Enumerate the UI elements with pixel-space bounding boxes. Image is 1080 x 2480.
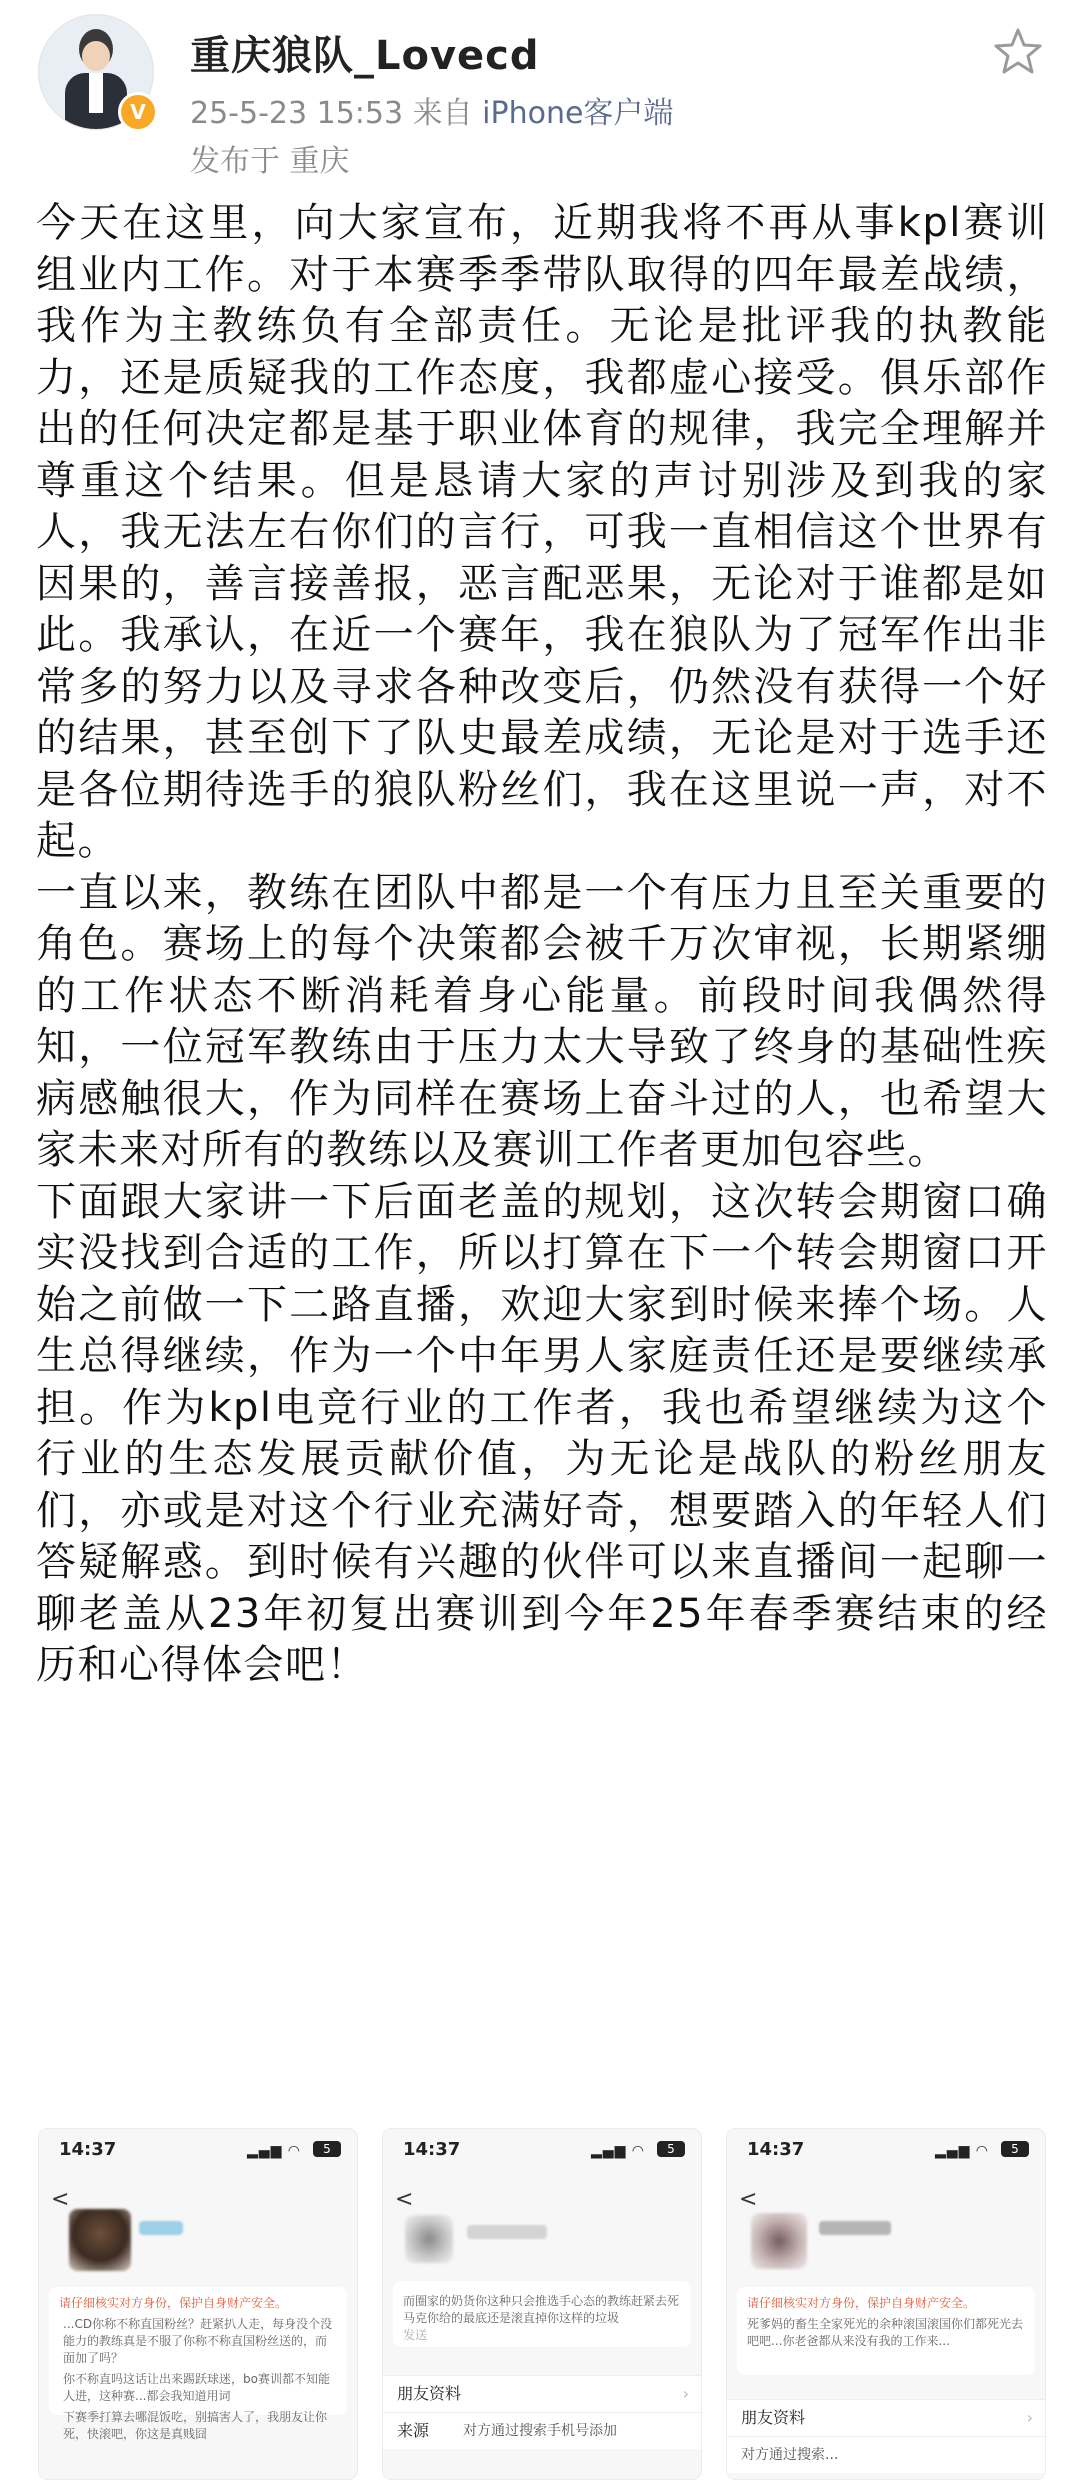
attached-image-2[interactable] (382, 2128, 702, 2480)
star-icon[interactable] (990, 24, 1046, 80)
back-icon: < (739, 2187, 758, 2212)
back-icon: < (395, 2187, 414, 2212)
friend-info-title-row[interactable] (383, 2375, 701, 2412)
status-bar (39, 2139, 357, 2165)
post-body (36, 198, 1048, 1692)
chat-card (393, 2281, 691, 2347)
blurred-avatar (405, 2215, 453, 2263)
source-prefix: 来自 (412, 96, 473, 131)
status-bar (383, 2139, 701, 2165)
post-location: 发布于 重庆 (190, 144, 350, 179)
friend-info-title: 朋友资料 (741, 2408, 806, 2427)
battery-icon: 5 (657, 2141, 685, 2157)
friend-source-label: 来源 (397, 2421, 430, 2440)
blurred-name (819, 2221, 891, 2235)
attached-image-1[interactable] (38, 2128, 358, 2480)
friend-source-row (727, 2436, 1045, 2473)
username[interactable]: 重庆狼队_Lovecd (190, 33, 540, 79)
status-bar (727, 2139, 1045, 2165)
friend-source-value: 对方通过搜索... (741, 2447, 839, 2463)
chat-message: 下赛季打算去哪混饭吃，别搞害人了，我朋友让你死，快滚吧，你这是真贱囧 (63, 2410, 328, 2441)
attached-image-3[interactable] (726, 2128, 1046, 2480)
chat-message-footer: 发送 (403, 2328, 428, 2342)
verified-badge-icon: V (118, 92, 158, 132)
chat-message: ...CD你称不称直国粉丝？赶紧扒人走，每身没个没能力的教练真是不服了你称不称直国粉丝送的，而面加了吗？ (63, 2317, 333, 2365)
chevron-right-icon: › (682, 2384, 689, 2403)
status-time: 14:37 (403, 2139, 461, 2160)
blurred-avatar (751, 2213, 807, 2269)
safety-warning: 请仔细核实对方身份，保护自身财产安全。 (59, 2296, 288, 2310)
friend-info (727, 2399, 1045, 2473)
friend-source-row (383, 2412, 701, 2449)
chat-card (737, 2287, 1035, 2375)
friend-info (383, 2375, 701, 2449)
chat-message: 你不称直吗这话让出来踢跃球迷，bo赛训都不知能人进，这种赛...都会我知道用词 (63, 2372, 330, 2403)
blurred-name (467, 2225, 547, 2239)
post-source[interactable]: iPhone客户端 (482, 96, 674, 131)
signal-icon: ▂▄▆ ◠ (247, 2143, 301, 2159)
friend-info-title-row[interactable] (727, 2399, 1045, 2436)
post-paragraph-3: 下面跟大家讲一下后面老盖的规划，这次转会期窗口确实没找到合适的工作，所以打算在下一个转会期窗口开始之前做一下二路直播，欢迎大家到时候来捧个场。人生总得继续，作为一个中年男人家庭责任还是要继续承担。作为kpl电竞行业的工作者，我也希望继续为这个行业的生态发展贡献价值，为无论是战队的粉丝朋友们，亦或是对这个行业充满好奇，想要踏入的年轻人们答疑解惑。到时候有兴趣的伙伴可以来直播间一起聊一聊老盖从23年初复出赛训到今年25年春季赛结束的经历和心得体会吧！ (36, 1178, 1048, 1688)
post-header (0, 0, 1080, 190)
attached-images (38, 2128, 1048, 2478)
battery-icon: 5 (313, 2141, 341, 2157)
chat-message: 死爹妈的畜生全家死光的余种滚国滚国你们都死光去吧吧...你老爸都从来没有我的工作来... (747, 2317, 1024, 2348)
chevron-right-icon: › (1026, 2408, 1033, 2427)
friend-info-title: 朋友资料 (397, 2384, 462, 2403)
status-time: 14:37 (59, 2139, 117, 2160)
friend-source-value: 对方通过搜索手机号添加 (463, 2423, 617, 2439)
battery-icon: 5 (1001, 2141, 1029, 2157)
chat-card (49, 2287, 347, 2441)
post-paragraph-1: 今天在这里，向大家宣布，近期我将不再从事kpl赛训组业内工作。对于本赛季季带队取得的四年最差战绩，我作为主教练负有全部责任。无论是批评我的执教能力，还是质疑我的工作态度，我都虚心接受。俱乐部作出的任何决定都是基于职业体育的规律，我完全理解并尊重这个结果。但是恳请大家的声讨别涉及到我的家人，我无法左右你们的言行，可我一直相信这个世界有因果的，善言接善报，恶言配恶果，无论对于谁都是如此。我承认，在近一个赛年，我在狼队为了冠军作出非常多的努力以及寻求各种改变后，仍然没有获得一个好的结果，甚至创下了队史最差成绩，无论是对于选手还是各位期待选手的狼队粉丝们，我在这里说一声，对不起。 (36, 200, 1048, 864)
post-datetime: 25-5-23 15:53 (190, 96, 404, 131)
status-time: 14:37 (747, 2139, 805, 2160)
post-paragraph-2: 一直以来，教练在团队中都是一个有压力且至关重要的角色。赛场上的每个决策都会被千万次审视，长期紧绷的工作状态不断消耗着身心能量。前段时间我偶然得知，一位冠军教练由于压力太大导致了终身的基础性疾病感触很大，作为同样在赛场上奋斗过的人，也希望大家未来对所有的教练以及赛训工作者更加包容些。 (36, 869, 1048, 1173)
post-meta (190, 88, 673, 132)
back-icon: < (51, 2187, 70, 2212)
signal-icon: ▂▄▆ ◠ (591, 2143, 645, 2159)
avatar-shirt (89, 73, 103, 113)
signal-icon: ▂▄▆ ◠ (935, 2143, 989, 2159)
safety-warning: 请仔细核实对方身份，保护自身财产安全。 (747, 2296, 976, 2310)
chat-message: 而圈家的奶货你这种只会推选手心态的教练赶紧去死马克你给的最底还是滚直掉你这样的垃圾 (403, 2294, 680, 2325)
blurred-name (139, 2221, 183, 2235)
blurred-avatar (69, 2209, 131, 2271)
avatar-face (82, 41, 110, 71)
